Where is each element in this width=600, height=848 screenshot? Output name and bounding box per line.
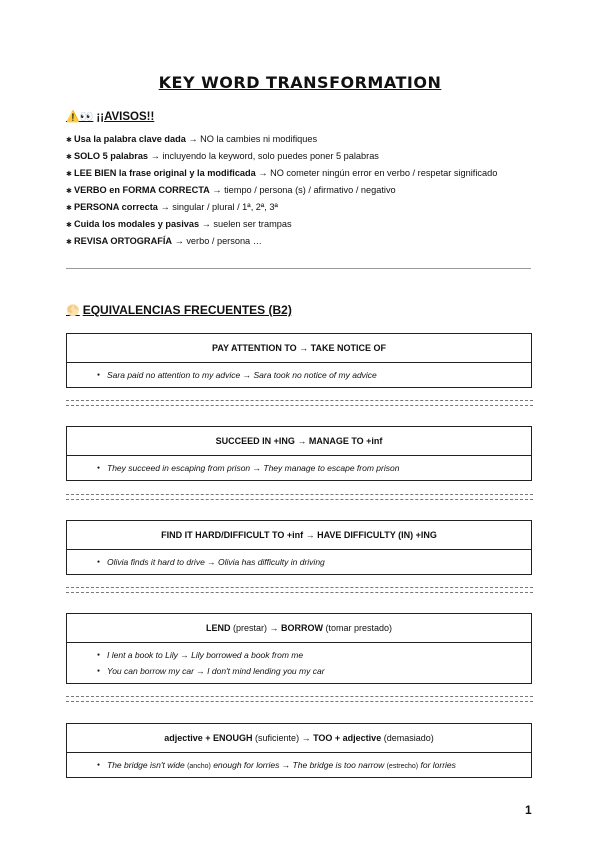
dashed-divider [66, 696, 533, 702]
equivalence-box [66, 613, 532, 684]
equivalencias-heading-text: EQUIVALENCIAS FRECUENTES (B2) [82, 303, 292, 317]
snowflake-bullet-icon: ✱ [66, 171, 72, 178]
example-item: ● I lent a book to Lily → Lily borrowed a book from me [107, 647, 531, 663]
equivalence-header: PAY ATTENTION TO → TAKE NOTICE OF [67, 334, 531, 363]
equivalence-box [66, 426, 532, 481]
snowflake-bullet-icon: ✱ [66, 137, 72, 144]
warning-eyes-icon: ⚠️👀 [66, 111, 94, 123]
example-item: ● You can borrow my car → I don't mind lending you my car [107, 663, 531, 679]
list-item: ✱ SOLO 5 palabras → incluyendo la keyword, solo puedes poner 5 palabras [66, 148, 497, 165]
example-item: ● Sara paid no attention to my advice → Sara took no notice of my advice [107, 367, 531, 383]
equivalence-header: SUCCEED IN +ING → MANAGE TO +inf [67, 427, 531, 456]
example-item: ● They succeed in escaping from prison → They manage to escape from prison [107, 460, 531, 476]
avisos-heading [66, 110, 154, 123]
list-item: ✱ PERSONA correcta → singular / plural / 1ª, 2ª, 3ª [66, 199, 497, 216]
avisos-heading-text: ¡¡AVISOS!! [96, 110, 155, 123]
equivalence-header: adjective + ENOUGH (suficiente) → TOO + adjective (demasiado) [67, 724, 531, 753]
list-item: ✱ LEE BIEN la frase original y la modificada → NO cometer ningún error en verbo / respetar significado [66, 165, 497, 182]
equivalencias-heading [66, 303, 292, 317]
equivalence-box [66, 723, 532, 778]
dashed-divider [66, 494, 533, 500]
snowflake-bullet-icon: ✱ [66, 239, 72, 246]
snowflake-bullet-icon: ✱ [66, 205, 72, 212]
example-item: ● The bridge isn't wide (ancho) enough for lorries → The bridge is too narrow (estrecho) for lorries [107, 757, 531, 773]
list-item: ✱ REVISA ORTOGRAFÍA → verbo / persona … [66, 233, 497, 250]
example-item: ● Olivia finds it hard to drive → Olivia has difficulty in driving [107, 554, 531, 570]
equivalence-header: LEND (prestar) → BORROW (tomar prestado) [67, 614, 531, 643]
snowflake-bullet-icon: ✱ [66, 222, 72, 229]
equivalence-box [66, 333, 532, 388]
page-title: KEY WORD TRANSFORMATION [158, 73, 442, 92]
snowflake-bullet-icon: ✱ [66, 188, 72, 195]
list-item: ✱ Usa la palabra clave dada → NO la cambies ni modifiques [66, 131, 497, 148]
equivalence-header: FIND IT HARD/DIFFICULT TO +inf → HAVE DIFFICULTY (IN) +ING [67, 521, 531, 550]
dashed-divider [66, 587, 533, 593]
page-number: 1 [525, 803, 532, 817]
list-item: ✱ VERBO en FORMA CORRECTA → tiempo / persona (s) / afirmativo / negativo [66, 182, 497, 199]
equivalence-box [66, 520, 532, 575]
avisos-list [66, 131, 497, 250]
list-item: ✱ Cuida los modales y pasivas → suelen ser trampas [66, 216, 497, 233]
section-divider [66, 268, 531, 269]
moon-icon: 🌕 [66, 304, 80, 317]
dashed-divider [66, 400, 533, 406]
snowflake-bullet-icon: ✱ [66, 154, 72, 161]
